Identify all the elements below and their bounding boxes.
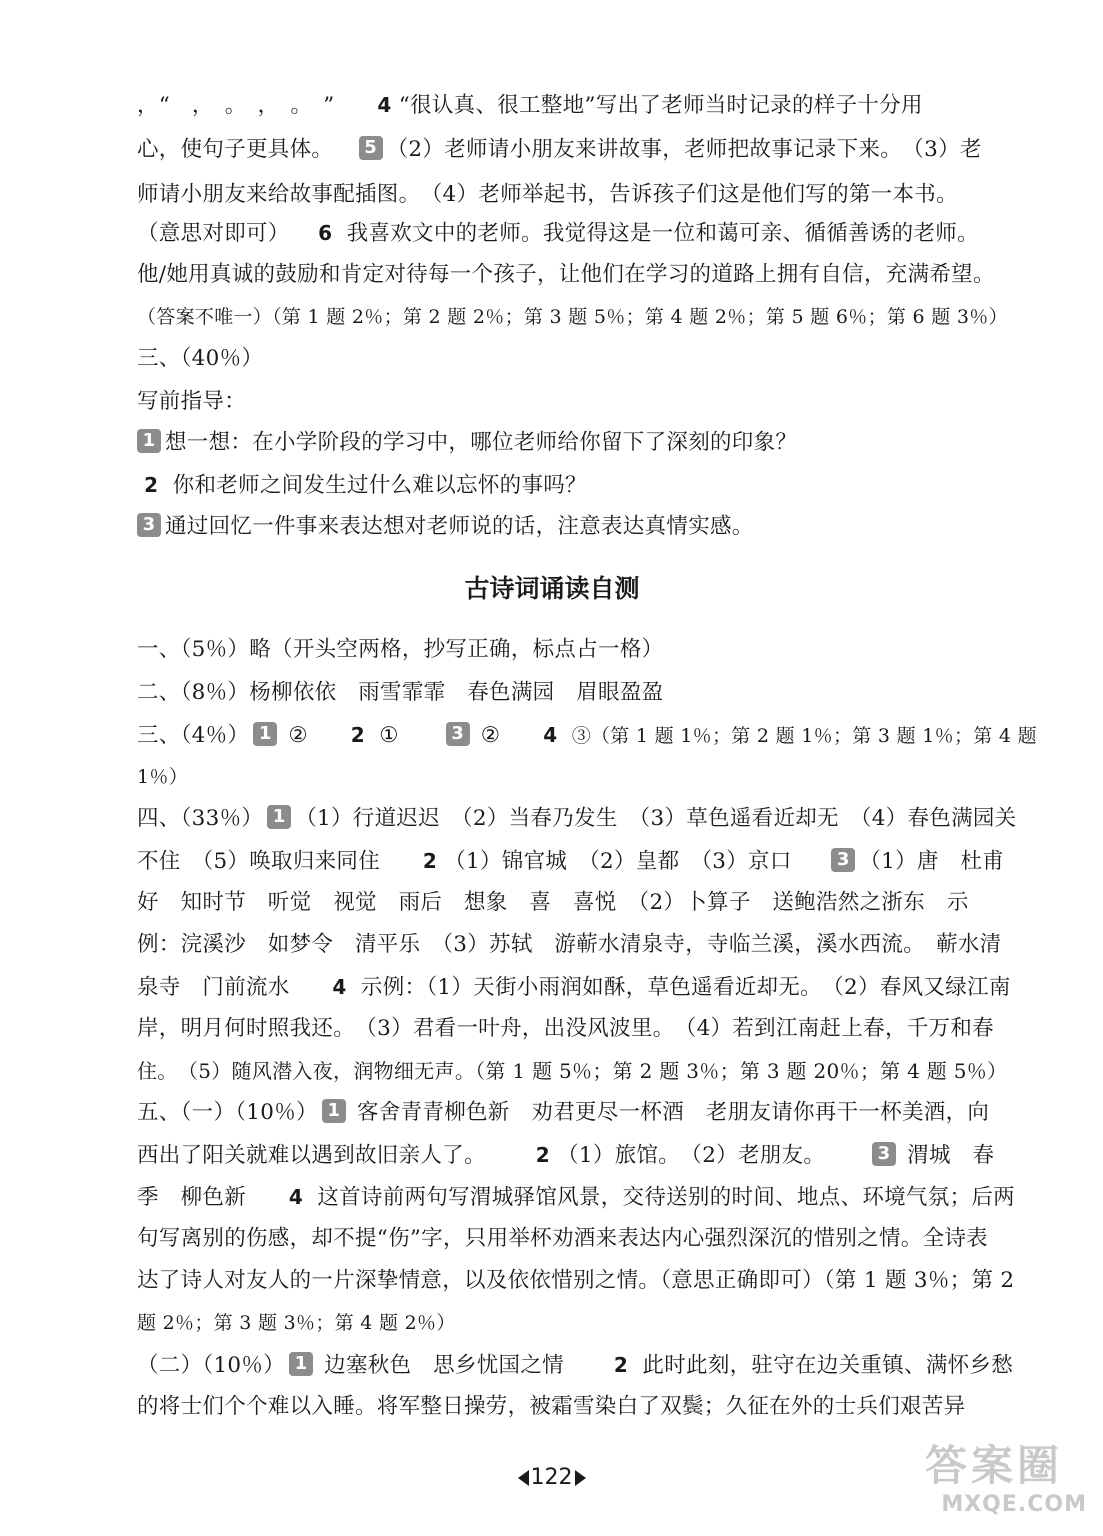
question-number: 4: [543, 723, 558, 747]
answer-text: 边塞秋色 思乡忧国之情: [324, 1353, 564, 1378]
text-line: [137, 672, 663, 714]
answer-text: 好 知时节 听觉 视觉 雨后 想象 喜 喜悦 （2）卜算子 送鲍浩然之浙东 示: [137, 890, 969, 915]
text-line: [137, 1386, 965, 1428]
text-line: [137, 1218, 988, 1260]
text-line: [137, 506, 754, 548]
answer-text: （1）旅馆。 （2）老朋友。: [557, 1143, 826, 1168]
text-line: [137, 756, 188, 798]
text-line: [137, 714, 1037, 756]
guide-heading: 写前指导：: [137, 389, 247, 414]
text-line: [137, 381, 246, 423]
question-number-box: 5: [359, 136, 383, 160]
answer-text: 他/她用真诚的鼓励和肯定对待每一个孩子，让他们在学习的道路上拥有自信，充满希望。: [137, 262, 995, 287]
text-line: [137, 924, 1001, 966]
text-line: [137, 1344, 1013, 1386]
section-heading: 五、（一）（10％）: [137, 1100, 318, 1125]
answer-text: （意思对即可）: [137, 221, 290, 246]
question-number-box: 3: [872, 1142, 896, 1166]
answer-choice: ②: [480, 723, 501, 748]
text-line: [137, 174, 958, 216]
question-number: 4: [332, 975, 347, 999]
question-number-box: 3: [831, 848, 855, 872]
answer-text: 的将士们个个难以入睡。将军整日操劳，被霜雪染白了双鬓；久征在外的士兵们艰苦异: [137, 1394, 966, 1419]
text-line: [137, 1260, 1014, 1302]
text-line: [137, 338, 263, 380]
text-line: [137, 254, 995, 296]
punctuation-answer: ，“ ， 。 ， 。 ”: [137, 93, 335, 118]
text-line: [137, 1176, 1015, 1218]
score-breakdown: ③（第 1 题 1％；第 2 题 1％；第 3 题 1％；第 4 题: [571, 725, 1037, 747]
answer-text: 师请小朋友来给故事配插图。 （4）老师举起书，告诉孩子们这是他们写的第一本书。: [137, 182, 958, 207]
question-number: 4: [377, 93, 392, 117]
score-breakdown: 题 2％；第 3 题 3％；第 4 题 2％）: [137, 1312, 456, 1334]
answer-choice: ②: [288, 723, 308, 748]
text-line: [137, 422, 797, 464]
answer-text: （1）锦官城 （2）皇都 （3）京口: [444, 849, 792, 874]
question-number-box: 1: [253, 722, 277, 746]
page-number-text: 122: [530, 1465, 573, 1490]
question-number: 2: [535, 1143, 550, 1167]
watermark-url: MXQE.COM: [941, 1492, 1087, 1517]
answer-text: 住。 （5）随风潜入夜，润物细无声。（第 1 题 5％；第 2 题 3％；第 3 题 20％；第 4 题 5％）: [137, 1059, 1008, 1083]
text-line: [137, 840, 1004, 882]
score-breakdown: 1％）: [137, 766, 188, 788]
answer-text: 客舍青青柳色新 劝君更尽一杯酒 老朋友请你再干一杯美酒，向: [357, 1100, 990, 1125]
text-line: [137, 129, 982, 171]
question-number: 2: [144, 473, 159, 497]
text-line: [137, 212, 979, 254]
score-breakdown: （答案不唯一）（第 1 题 2％；第 2 题 2％；第 3 题 5％；第 4 题 2％；第 5 题 6％；第 6 题 3％）: [137, 306, 1008, 328]
guide-text: 通过回忆一件事来表达想对老师说的话，注意表达真情实感。: [165, 514, 754, 539]
answer-text: 句写离别的伤感，却不提“伤”字，只用举杯劝酒来表达内心强烈深沉的惜别之情。全诗表: [137, 1226, 988, 1251]
text-line: [137, 882, 969, 924]
answer-text: 例：浣溪沙 如梦令 清平乐 （3）苏轼 游蕲水清泉寺，寺临兰溪，溪水西流。 蕲水清: [137, 932, 1002, 957]
answer-text: 二、（8％）杨柳依依 雨雪霏霏 春色满园 眉眼盈盈: [137, 680, 664, 705]
text-line: [137, 1050, 1007, 1092]
text-line: [137, 1008, 994, 1050]
section-heading: 四、（33％）: [137, 806, 264, 831]
text-line: [137, 84, 923, 126]
text-line: [137, 966, 1011, 1008]
answer-text: 西出了阳关就难以遇到故旧亲人了。: [137, 1143, 486, 1168]
answer-choice: ①: [379, 723, 399, 748]
text-line: [137, 464, 587, 506]
answer-text: （1）唐 杜甫: [859, 849, 1005, 874]
answer-text: （2）老师请小朋友来讲故事，老师把故事记录下来。 （3）老: [386, 137, 982, 162]
answer-text: 泉寺 门前流水: [137, 975, 290, 1000]
question-number-box: 1: [137, 429, 161, 453]
question-number: 2: [422, 849, 438, 873]
answer-text: 岸，明月何时照我还。 （3）君看一叶舟，出没风波里。 （4）若到江南赶上春，千万和春: [137, 1016, 994, 1041]
question-number: 4: [288, 1185, 304, 1209]
question-number: 6: [318, 221, 333, 245]
answer-text: 不住 （5）唤取归来同住: [137, 849, 381, 874]
answer-text: 这首诗前两句写渭城驿馆风景，交待送别的时间、地点、环境气氛；后两: [317, 1185, 1015, 1210]
text-line: [137, 798, 1017, 840]
question-number: 2: [613, 1353, 629, 1377]
question-number-box: 1: [289, 1352, 313, 1376]
text-line: [137, 296, 1008, 338]
section-heading: （二）（10％）: [137, 1353, 286, 1378]
text-line: [137, 1302, 456, 1344]
right-triangle-icon: [575, 1470, 586, 1486]
question-number-box: 1: [322, 1099, 346, 1123]
answer-text: 一、（5％）略（开头空两格，抄写正确，标点占一格）: [137, 637, 664, 662]
answer-text: （1）行道迟迟 （2）当春乃发生 （3）草色遥看近却无 （4）春色满园关: [295, 806, 1017, 831]
text-line: [137, 629, 663, 671]
answer-text: 我喜欢文中的老师。我觉得这是一位和蔼可亲、循循善诱的老师。: [346, 221, 979, 246]
guide-text: 你和老师之间发生过什么难以忘怀的事吗？: [172, 473, 587, 498]
watermark-main: 答案圈: [925, 1441, 1064, 1490]
section-heading: 三、（40％）: [137, 346, 264, 371]
answer-text: 此时此刻，驻守在边关重镇、满怀乡愁: [642, 1353, 1014, 1378]
answer-text: 渭城 春: [907, 1143, 995, 1168]
answer-text: 示例：（1）天街小雨润如酥，草色遥看近却无。 （2）春风又绿江南: [360, 975, 1011, 1000]
text-line: [137, 1092, 989, 1134]
question-number-box: 3: [137, 513, 161, 537]
watermark-logo: [925, 1440, 1095, 1530]
question-number: 2: [350, 723, 365, 747]
text-line: [137, 1134, 994, 1176]
answer-text: 季 柳色新: [137, 1185, 247, 1210]
question-number-box: 1: [267, 805, 291, 829]
guide-text: 想一想：在小学阶段的学习中，哪位老师给你留下了深刻的印象？: [165, 430, 798, 455]
answer-text: 心，使句子更具体。: [137, 137, 334, 162]
answer-text: 达了诗人对友人的一片深挚情意，以及依依惜别之情。（意思正确即可）（第 1 题 3％；第 2: [137, 1268, 1015, 1293]
left-triangle-icon: [518, 1470, 529, 1486]
answer-text: “很认真、很工整地”写出了老师当时记录的样子十分用: [398, 93, 923, 118]
question-number-box: 3: [446, 722, 470, 746]
section-heading: 三、（4％）: [137, 723, 250, 748]
section-title: 古诗词诵读自测: [464, 574, 640, 603]
